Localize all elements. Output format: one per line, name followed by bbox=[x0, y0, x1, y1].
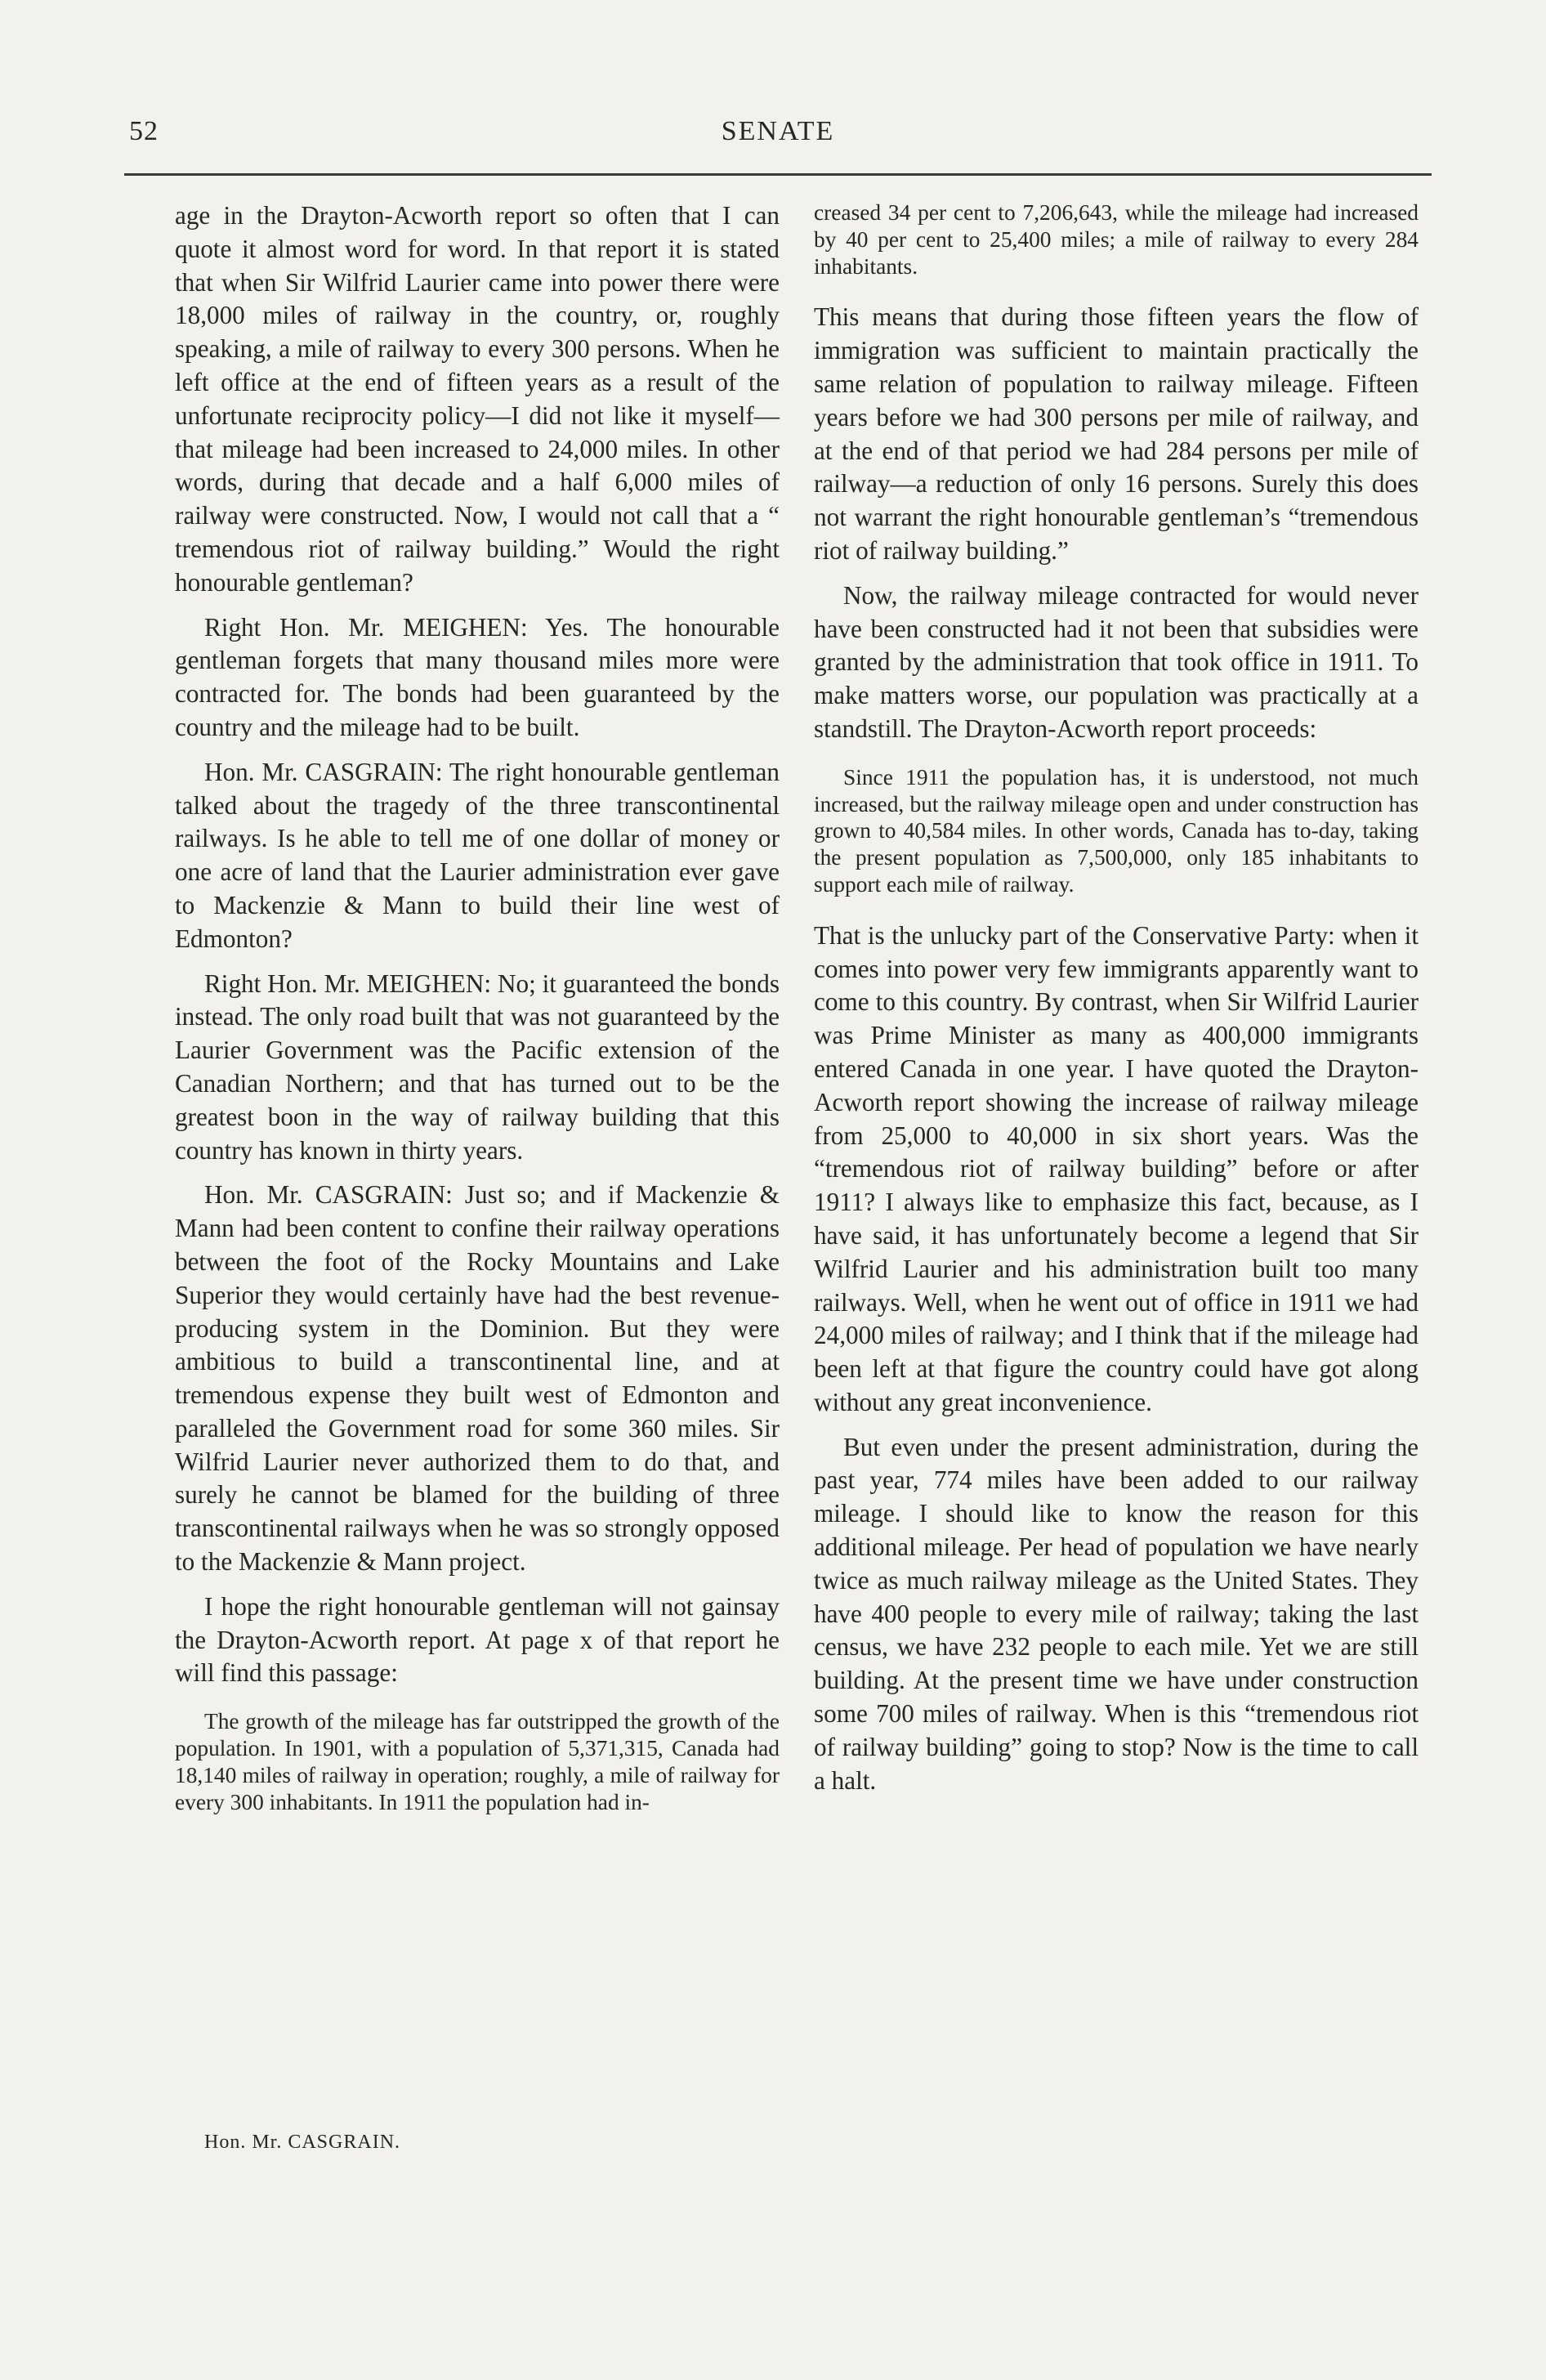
paragraph: This means that during those fifteen years the flow of immigration was sufficient to maintain practically the same relation of population to railway mileage. Fifteen years before we had 300 persons per mile of railway, and at the end of that period we had 284 persons per mile of railway—a reduction of only 16 persons. Surely this does not warrant the right honourable gentleman’s “tremendous riot of railway building.” bbox=[814, 302, 1419, 565]
footer-speaker: Hon. Mr. CASGRAIN. bbox=[204, 2132, 401, 2153]
block-quote: The growth of the mileage has far outstripped the growth of the population. In 1901, with a population of 5,371,315, Canada had 18,140 miles of railway in operation; roughly, a mile of railway for every 300 inhabitants. In 1911 the population had in- bbox=[175, 1709, 780, 1814]
paragraph: Hon. Mr. CASGRAIN: The right honourable gentleman talked about the tragedy of the three transcontinental railways. Is he able to tell me of one dollar of money or one acre of land that the Laurier administration ever gave to Mackenzie & Mann to build their line west of Edmonton? bbox=[175, 757, 780, 953]
paragraph: That is the unlucky part of the Conservative Party: when it comes into power very few immigrants apparently want to come to this country. By contrast, when Sir Wilfrid Laurier was Prime Minister as many as 400,000 immigrants entered Canada in one year. I have quoted the Drayton-Acworth report showing the increase of railway mileage from 25,000 to 40,000 in six short years. Was the “tremendous riot of railway building” before or after 1911? I always like to emphasize this fact, because, as I have said, it has unfortunately become a legend that Sir Wilfrid Laurier and his administration built too many railways. Well, when he went out of office in 1911 we had 24,000 miles of railway; and I think that if the mileage had been left at that figure the country could have got along without any great inconvenience. bbox=[814, 920, 1419, 1416]
paragraph: Hon. Mr. CASGRAIN: Just so; and if Mackenzie & Mann had been content to confine their railway operations between the foot of the Rocky Mountains and Lake Superior they would certainly have had the best revenue-producing system in the Dominion. But they were ambitious to build a transcontinental line, and at tremendous expense they built west of Edmonton and paralleled the Government road for some 360 miles. Sir Wilfrid Laurier never authorized them to do that, and surely he cannot be blamed for the building of three transcontinental railways when he was so strongly opposed to the Mackenzie & Mann project. bbox=[175, 1180, 780, 1577]
page-header bbox=[124, 111, 1432, 160]
paragraph: I hope the right honourable gentleman will not gainsay the Drayton-Acworth report. At page x of that report he will find this passage: bbox=[175, 1591, 780, 1688]
left-column bbox=[175, 199, 780, 1836]
right-column bbox=[814, 199, 1419, 1797]
block-quote-continued: creased 34 per cent to 7,206,643, while the mileage had increased by 40 per cent to 25,400 miles; a mile of railway to every 284 inhabitants. bbox=[814, 200, 1419, 279]
paragraph: But even under the present administration, during the past year, 774 miles have been added to our railway mileage. I should like to know the reason for this additional mileage. Per head of population we have nearly twice as much railway mileage as the United States. They have 400 people to every mile of railway; taking the last census, we have 232 people to each mile. Yet we are still building. At the present time we have under construction some 700 miles of railway. When is this “tremendous riot of railway building” going to stop? Now is the time to call a halt. bbox=[814, 1432, 1419, 1795]
paragraph: age in the Drayton-Acworth report so often that I can quote it almost word for word. In that report it is stated that when Sir Wilfrid Laurier came into power there were 18,000 miles of railway in the country, or, roughly speaking, a mile of railway to every 300 persons. When he left office at the end of fifteen years as a result of the unfortunate reciprocity policy—I did not like it myself—that mileage had been increased to 24,000 miles. In other words, during that decade and a half 6,000 miles of railway were constructed. Now, I would not call that a “ tremendous riot of railway building.” Would the right honourable gentleman? bbox=[175, 201, 780, 597]
block-quote: Since 1911 the population has, it is understood, not much increased, but the railway mileage open and under construction has grown to 40,584 miles. In other words, Canada has to-day, taking the present population as 7,500,000, only 185 inhabitants to support each mile of railway. bbox=[814, 764, 1419, 897]
page-number: 52 bbox=[129, 116, 159, 146]
paragraph: Now, the railway mileage contracted for would never have been constructed had it not been that subsidies were granted by the administration that took office in 1911. To make matters worse, our population was practically at a standstill. The Drayton-Acworth report proceeds: bbox=[814, 580, 1419, 743]
running-head: SENATE bbox=[721, 116, 835, 146]
paragraph: Right Hon. Mr. MEIGHEN: Yes. The honourable gentleman forgets that many thousand miles more were contracted for. The bonds had been guaranteed by the country and the mileage had to be built. bbox=[175, 612, 780, 741]
paragraph: Right Hon. Mr. MEIGHEN: No; it guaranteed the bonds instead. The only road built that was not guaranteed by the Laurier Government was the Pacific extension of the Canadian Northern; and that has turned out to be the greatest boon in the way of railway building that this country has known in thirty years. bbox=[175, 969, 780, 1165]
header-rule bbox=[124, 173, 1432, 176]
